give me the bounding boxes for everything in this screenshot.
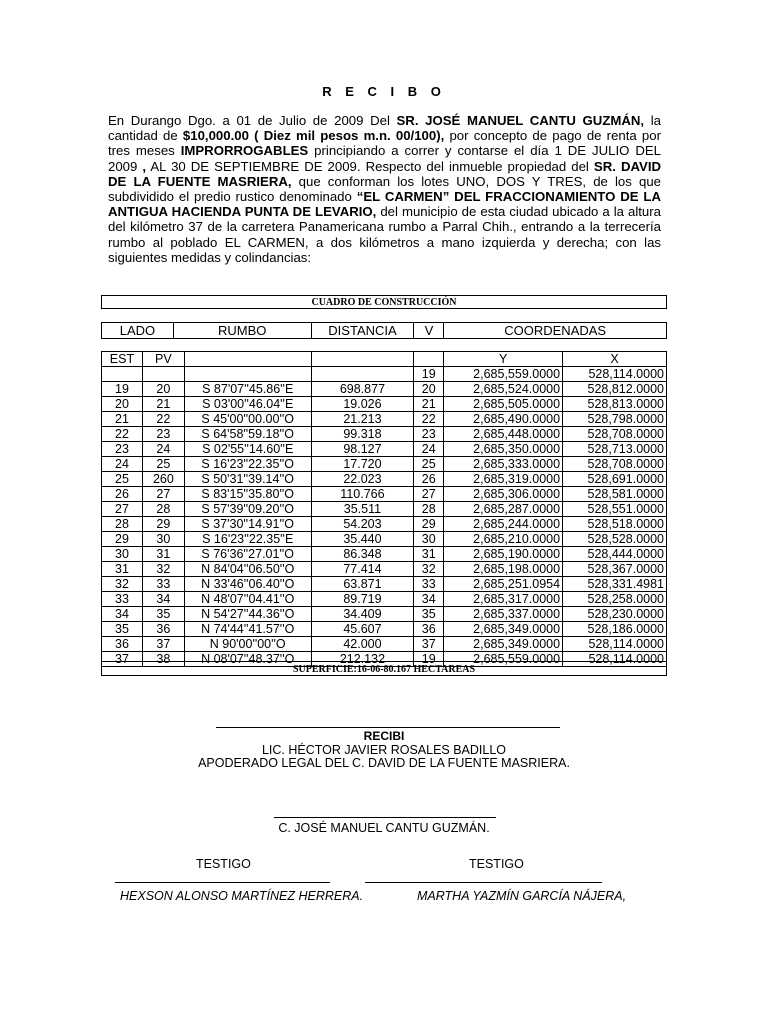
table-cell: 110.766	[311, 487, 414, 502]
table-cell: 38	[142, 652, 184, 667]
table-cell: 528,551.0000	[563, 502, 667, 517]
table-cell: 19.026	[311, 397, 414, 412]
table-cell: 24	[102, 457, 143, 472]
table-cell: 28	[102, 517, 143, 532]
table-cell: 36	[142, 622, 184, 637]
signature-line	[365, 882, 602, 883]
table-cell: 27	[102, 502, 143, 517]
table-cell: 31	[102, 562, 143, 577]
witness-label-left: TESTIGO	[196, 857, 251, 871]
table-cell: 528,812.0000	[563, 382, 667, 397]
table-cell: S 02'55''14.60''E	[184, 442, 311, 457]
bold-text: SR. JOSÉ MANUEL CANTU GUZMÁN,	[396, 113, 645, 128]
table-cell: S 16'23''22.35''E	[184, 532, 311, 547]
body-text: por concepto de pago de renta por tres meses	[108, 128, 661, 159]
table-cell: 19	[414, 367, 444, 382]
table-cell	[414, 352, 444, 367]
body-text: que conforman los lotes UNO, DOS Y TRES, de los que subdividido el predio rustico denominado	[108, 173, 661, 205]
table-cell: 23	[102, 442, 143, 457]
table-cell: 34	[414, 592, 444, 607]
table-cell: X	[563, 352, 667, 367]
table-cell: EST	[102, 352, 143, 367]
table-cell: 2,685,198.0000	[444, 562, 563, 577]
table-cell: S 45'00''00.00''O	[184, 412, 311, 427]
table-cell: S 37'30''14.91''O	[184, 517, 311, 532]
table-cell	[184, 367, 311, 382]
table-cell: 528,518.0000	[563, 517, 667, 532]
table-cell: 2,685,559.0000	[444, 652, 563, 667]
table-row	[102, 487, 667, 502]
table-cell: 35.440	[311, 532, 414, 547]
table-cell: 29	[142, 517, 184, 532]
table-cell: 28	[142, 502, 184, 517]
bold-text: ,	[142, 158, 147, 174]
table-cell: 2,685,251.0954	[444, 577, 563, 592]
table-cell: 99.318	[311, 427, 414, 442]
body-text: del municipio de esta ciudad ubicado a la altura del kilómetro 37 de la carretera Panamericana rumbo a Parral Chih., entrando a la terrecería rumbo al poblado EL CARMEN, a dos kilómetros a mano izquierda y derecha; con las siguientes medidas y colindancias:	[108, 204, 661, 265]
table-cell: 212.132	[311, 652, 414, 667]
table-row	[102, 367, 667, 382]
table-cell: 528,258.0000	[563, 592, 667, 607]
table-cell: 2,685,333.0000	[444, 457, 563, 472]
table-cell: 528,114.0000	[563, 367, 667, 382]
table-cell: 28	[414, 502, 444, 517]
table-cell: 528,708.0000	[563, 457, 667, 472]
table-cell: 21.213	[311, 412, 414, 427]
table-row	[102, 592, 667, 607]
signer-name: LIC. HÉCTOR JAVIER ROSALES BADILLO	[261, 743, 507, 757]
table-cell	[311, 367, 414, 382]
table-cell: N 84'04''06.50''O	[184, 562, 311, 577]
table-cell: 528,713.0000	[563, 442, 667, 457]
table-cell: 22	[414, 412, 444, 427]
construction-table	[101, 351, 667, 667]
table-cell: 35.511	[311, 502, 414, 517]
table-cell: 17.720	[311, 457, 414, 472]
table-row	[102, 472, 667, 487]
table-cell: S 16'23''22.35''O	[184, 457, 311, 472]
signer-role: APODERADO LEGAL DEL C. DAVID DE LA FUENTE MASRIERA.	[198, 756, 570, 770]
table-row	[102, 397, 667, 412]
table-row	[102, 412, 667, 427]
table-cell: 21	[414, 397, 444, 412]
table-cell: 34.409	[311, 607, 414, 622]
table-cell: 2,685,350.0000	[444, 442, 563, 457]
table-cell: 528,813.0000	[563, 397, 667, 412]
table-cell: 30	[102, 547, 143, 562]
table-cell: 32	[142, 562, 184, 577]
table-cell: 2,685,349.0000	[444, 637, 563, 652]
table-cell: 98.127	[311, 442, 414, 457]
table-row	[102, 532, 667, 547]
signature-line	[216, 727, 560, 728]
table-cell: 22.023	[311, 472, 414, 487]
table-cell: 24	[142, 442, 184, 457]
table-row	[102, 382, 667, 397]
table-cell: 698.877	[311, 382, 414, 397]
table-cell: 54.203	[311, 517, 414, 532]
bold-text: $10,000.00 ( Diez mil pesos m.n. 00/100),	[182, 128, 445, 144]
table-cell: 2,685,559.0000	[444, 367, 563, 382]
table-cell: 2,685,448.0000	[444, 427, 563, 442]
table-cell: 528,444.0000	[563, 547, 667, 562]
table-cell: 528,186.0000	[563, 622, 667, 637]
table-cell: N 90'00''00''O	[184, 637, 311, 652]
table-cell: 528,331.4981	[563, 577, 667, 592]
table-cell: 528,114.0000	[563, 652, 667, 667]
table-cell: N 33'46''06.40''O	[184, 577, 311, 592]
table-cell: 45.607	[311, 622, 414, 637]
table-cell: 35	[142, 607, 184, 622]
table-cell: 42.000	[311, 637, 414, 652]
document-title: R E C I B O	[322, 84, 446, 99]
table-cell: 23	[142, 427, 184, 442]
table-cell: 2,685,505.0000	[444, 397, 563, 412]
table-cell: 2,685,317.0000	[444, 592, 563, 607]
table-cell: S 76'36''27.01''O	[184, 547, 311, 562]
table-cell: 528,798.0000	[563, 412, 667, 427]
table-cell: 528,528.0000	[563, 532, 667, 547]
table-cell: 2,685,190.0000	[444, 547, 563, 562]
table-cell: 19	[414, 652, 444, 667]
table-cell: 528,114.0000	[563, 637, 667, 652]
signature-line	[274, 817, 496, 818]
table-row	[102, 502, 667, 517]
table-row	[102, 637, 667, 652]
table-cell: 25	[142, 457, 184, 472]
table-cell: 27	[142, 487, 184, 502]
table-cell: 20	[414, 382, 444, 397]
table-cell: 33	[142, 577, 184, 592]
table-cell: 25	[414, 457, 444, 472]
table-cell: 21	[102, 412, 143, 427]
table-row	[102, 427, 667, 442]
table-cell: 30	[142, 532, 184, 547]
bold-text: “EL CARMEN” DEL FRACCIONAMIENTO DE LA ANTIGUA HACIENDA PUNTA DE LEVARIO,	[108, 189, 661, 220]
table-cell: N 48'07''04.41''O	[184, 592, 311, 607]
table-row	[102, 562, 667, 577]
table-cell: 260	[142, 472, 184, 487]
receipt-paragraph	[108, 113, 661, 265]
table-cell: S 64'58''59.18''O	[184, 427, 311, 442]
table-cell: 2,685,337.0000	[444, 607, 563, 622]
table-row	[102, 607, 667, 622]
table-cell: 30	[414, 532, 444, 547]
table-cell: N 08'07''48.37''O	[184, 652, 311, 667]
table-cell	[184, 352, 311, 367]
table-cell: 37	[142, 637, 184, 652]
table-subheader-row	[102, 352, 667, 367]
tenant-name: C. JOSÉ MANUEL CANTU GUZMÁN.	[278, 821, 490, 835]
table-cell: 2,685,287.0000	[444, 502, 563, 517]
table-cell: 32	[102, 577, 143, 592]
table-cell: 2,685,490.0000	[444, 412, 563, 427]
table-cell: 29	[102, 532, 143, 547]
table-cell: 89.719	[311, 592, 414, 607]
table-cell: 31	[414, 547, 444, 562]
bold-text: SR. DAVID DE LA FUENTE MASRIERA,	[108, 158, 662, 189]
table-row	[102, 442, 667, 457]
table-cell: 37	[414, 637, 444, 652]
table-cell: N 54'27''44.36''O	[184, 607, 311, 622]
bold-text: IMPRORROGABLES	[180, 143, 309, 159]
table-cell: 63.871	[311, 577, 414, 592]
table-caption: CUADRO DE CONSTRUCCIÓN	[101, 295, 667, 309]
table-cell: 29	[414, 517, 444, 532]
body-text: AL 30 DE SEPTIEMBRE DE 2009. Respecto del inmueble propiedad del	[146, 158, 594, 174]
table-cell: 34	[102, 607, 143, 622]
table-cell: 528,708.0000	[563, 427, 667, 442]
table-cell: 26	[102, 487, 143, 502]
table-cell: 77.414	[311, 562, 414, 577]
header-distancia: DISTANCIA	[311, 323, 414, 339]
table-cell: 22	[142, 412, 184, 427]
table-cell: S 57'39''09.20''O	[184, 502, 311, 517]
table-row	[102, 517, 667, 532]
table-cell: 2,685,306.0000	[444, 487, 563, 502]
header-v: V	[414, 323, 444, 339]
recibi-label: RECIBI	[363, 729, 405, 743]
table-cell: 86.348	[311, 547, 414, 562]
body-text: la cantidad de	[108, 113, 661, 144]
table-cell: S 50'31''39.14''O	[184, 472, 311, 487]
table-cell: 25	[102, 472, 143, 487]
table-cell: 20	[102, 397, 143, 412]
table-cell: 36	[414, 622, 444, 637]
table-cell: Y	[444, 352, 563, 367]
table-cell: 34	[142, 592, 184, 607]
table-header	[101, 322, 667, 339]
witness-label-right: TESTIGO	[469, 857, 524, 871]
table-cell: 21	[142, 397, 184, 412]
table-cell	[311, 352, 414, 367]
table-cell: 2,685,319.0000	[444, 472, 563, 487]
table-row	[102, 547, 667, 562]
table-cell: PV	[142, 352, 184, 367]
table-cell: 24	[414, 442, 444, 457]
table-cell: 528,691.0000	[563, 472, 667, 487]
table-cell: S 83'15''35.80''O	[184, 487, 311, 502]
table-row	[102, 577, 667, 592]
header-lado: LADO	[102, 323, 174, 339]
body-text: principiando a correr y contarse el día 1 DE JULIO DEL 2009	[108, 143, 662, 174]
table-cell: 528,367.0000	[563, 562, 667, 577]
table-cell: 528,230.0000	[563, 607, 667, 622]
table-cell: 2,685,349.0000	[444, 622, 563, 637]
table-cell: 31	[142, 547, 184, 562]
table-cell: 20	[142, 382, 184, 397]
body-text: En Durango Dgo. a 01 de Julio de 2009 Del	[108, 113, 397, 128]
superficie-label: SUPERFICIE:16-06-80.167 HECTAREAS	[101, 661, 667, 676]
table-cell: 33	[102, 592, 143, 607]
header-rumbo: RUMBO	[173, 323, 311, 339]
table-cell: 32	[414, 562, 444, 577]
table-cell: N 74'44''41.57''O	[184, 622, 311, 637]
table-cell: 26	[414, 472, 444, 487]
table-cell: 35	[102, 622, 143, 637]
table-cell: 37	[102, 652, 143, 667]
table-cell: 2,685,244.0000	[444, 517, 563, 532]
header-coordenadas: COORDENADAS	[444, 323, 667, 339]
table-cell: S 87'07''45.86''E	[184, 382, 311, 397]
table-cell: 33	[414, 577, 444, 592]
table-row	[102, 622, 667, 637]
table-cell: S 03'00''46.04''E	[184, 397, 311, 412]
table-cell	[102, 367, 143, 382]
table-cell: 19	[102, 382, 143, 397]
table-cell: 27	[414, 487, 444, 502]
table-cell: 2,685,524.0000	[444, 382, 563, 397]
witness-left-name: HEXSON ALONSO MARTÍNEZ HERRERA.	[120, 889, 364, 903]
table-cell	[142, 367, 184, 382]
table-cell: 36	[102, 637, 143, 652]
table-cell: 528,581.0000	[563, 487, 667, 502]
witness-right-name: MARTHA YAZMÍN GARCÍA NÁJERA,	[417, 889, 627, 903]
table-cell: 23	[414, 427, 444, 442]
table-cell: 2,685,210.0000	[444, 532, 563, 547]
table-cell: 35	[414, 607, 444, 622]
table-cell: 22	[102, 427, 143, 442]
signature-line	[115, 882, 330, 883]
table-row	[102, 457, 667, 472]
